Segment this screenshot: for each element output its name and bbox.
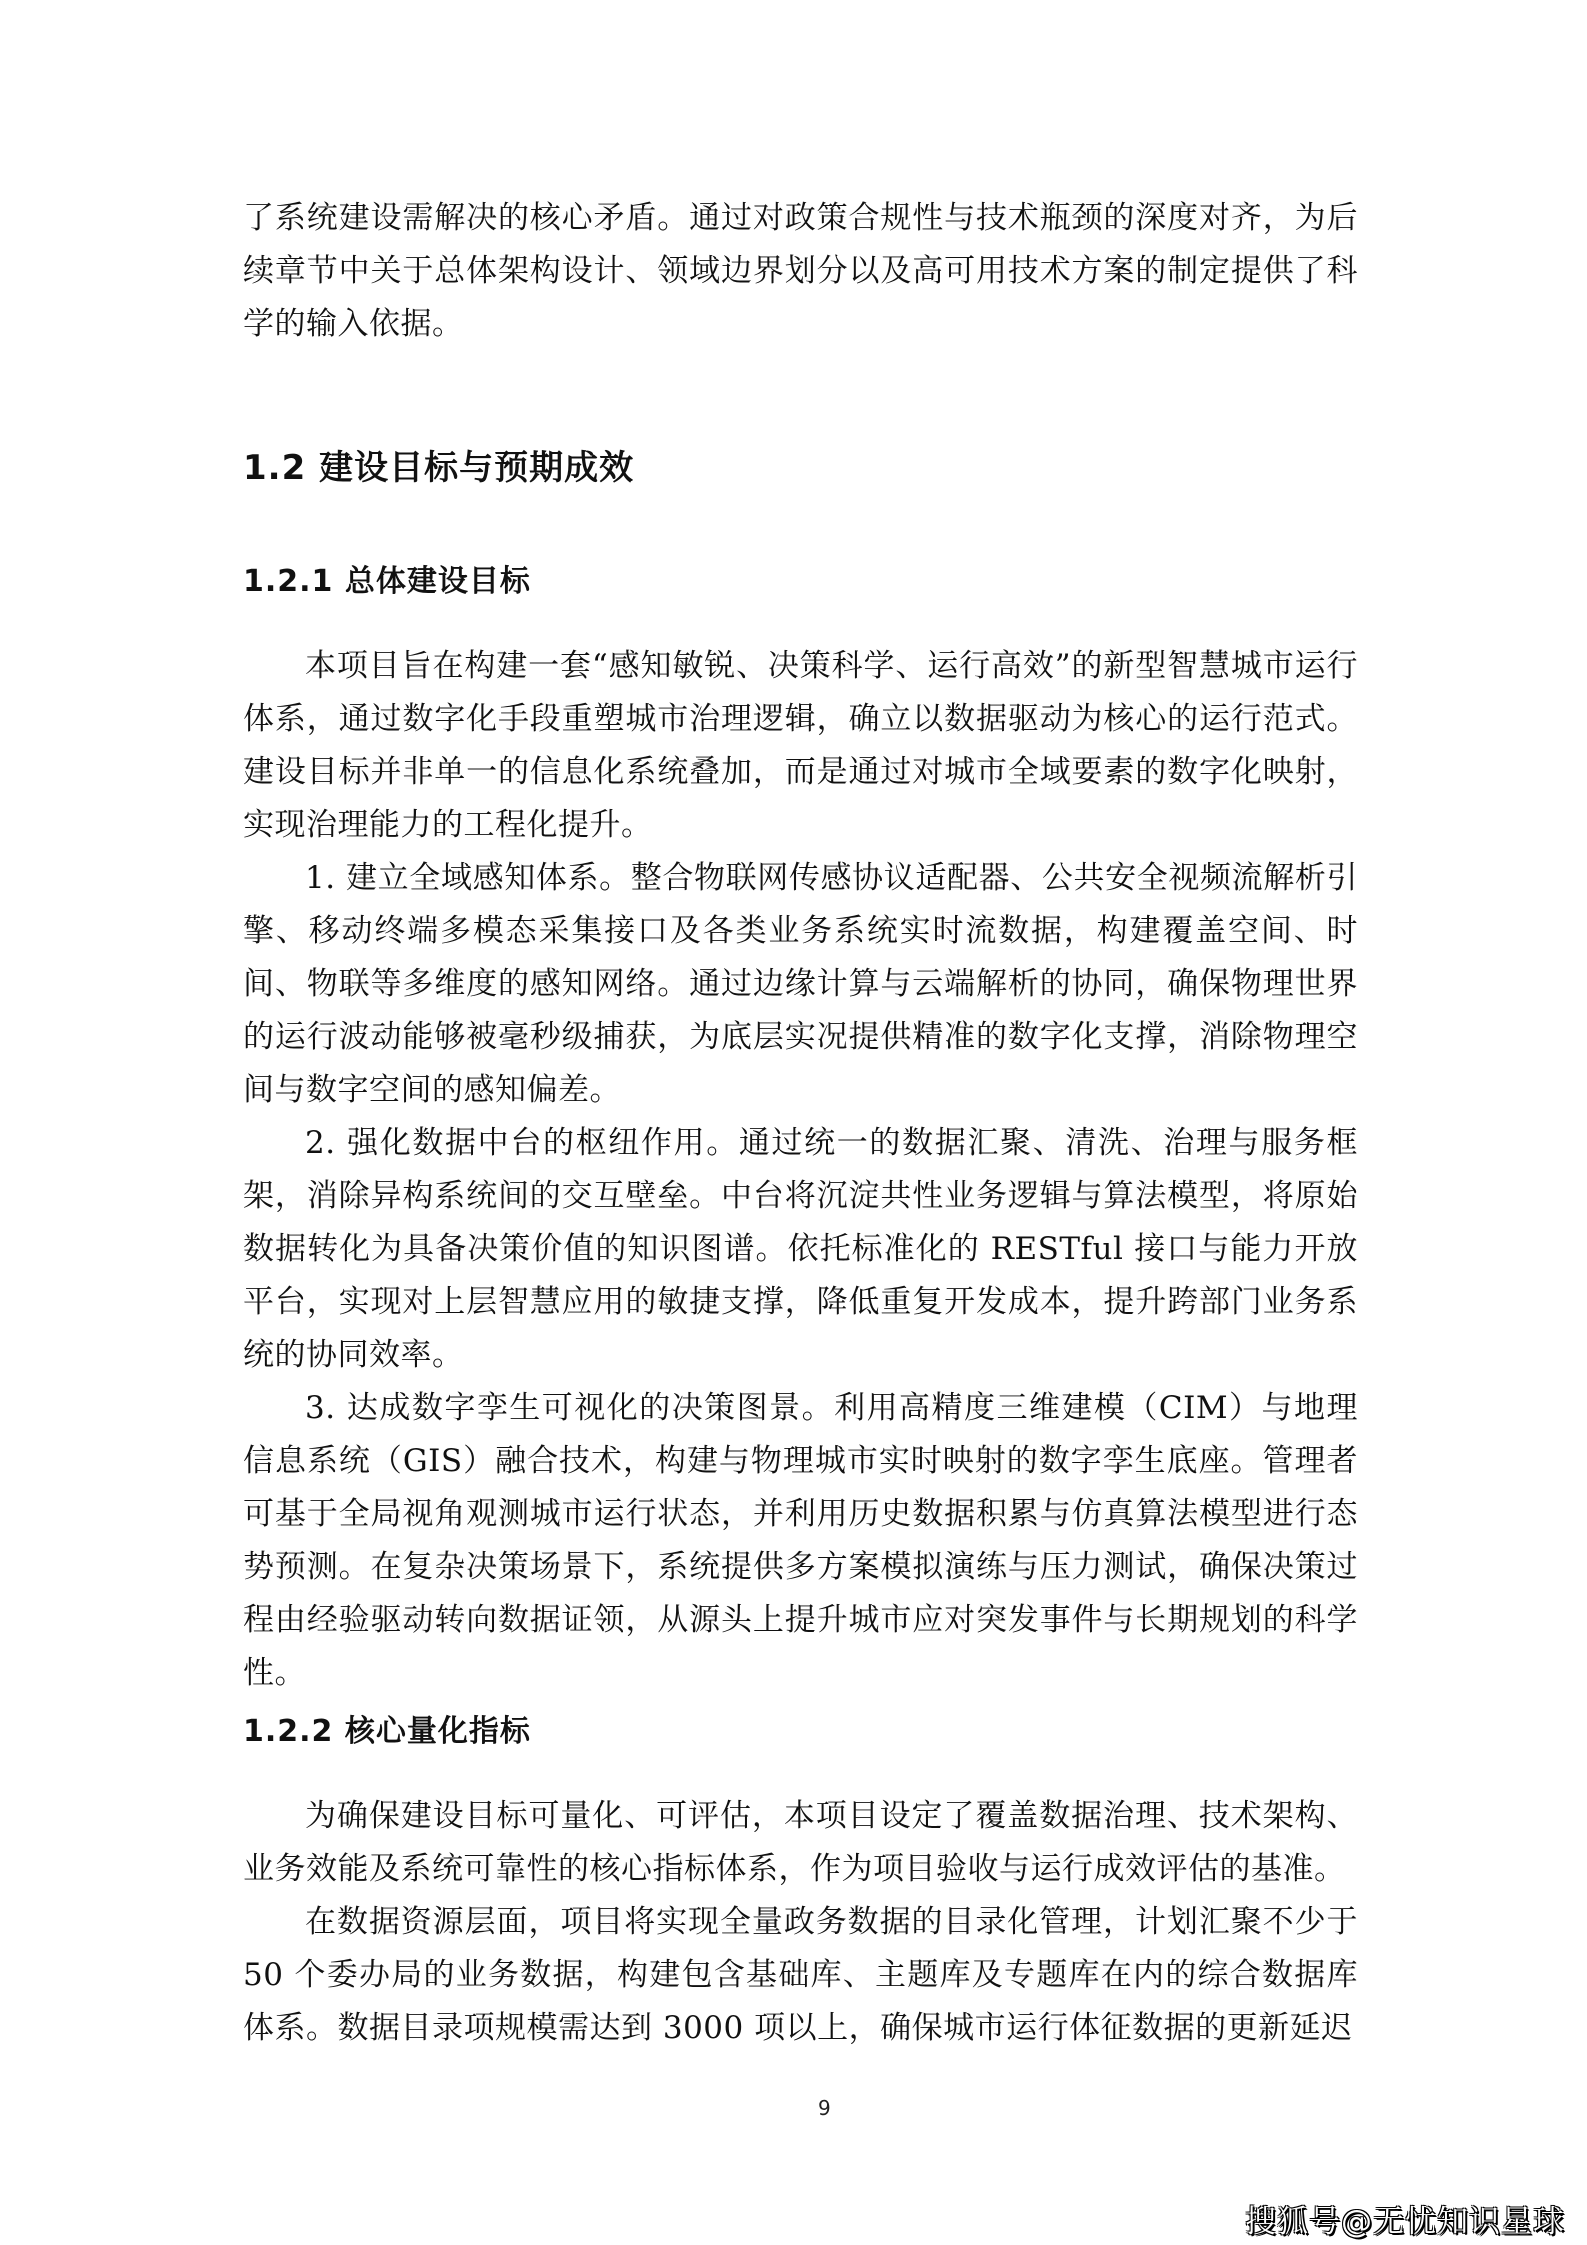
page-number: 9: [818, 2096, 831, 2120]
section-heading-1-2-1: 1.2.1 总体建设目标: [243, 564, 531, 599]
intro-paragraph: 了系统建设需解决的核心矛盾。通过对政策合规性与技术瓶颈的深度对齐，为后续章节中关于总体架构设计、领域边界划分以及高可用技术方案的制定提供了科学的输入依据。: [243, 200, 1358, 342]
goal-item-1: 1. 建立全域感知体系。整合物联网传感协议适配器、公共安全视频流解析引擎、移动终端多模态采集接口及各类业务系统实时流数据，构建覆盖空间、时间、物联等多维度的感知网络。通过边缘计算与云端解析的协同，确保物理世界的运行波动能够被毫秒级捕获，为底层实况提供精准的数字化支撑，消除物理空间与数字空间的感知偏差。: [243, 860, 1358, 1108]
section-heading-1-2: 1.2 建设目标与预期成效: [243, 448, 635, 488]
intro-block: [243, 192, 1358, 351]
data-resource-paragraph: 在数据资源层面，项目将实现全量政务数据的目录化管理，计划汇聚不少于 50 个委办局的业务数据，构建包含基础库、主题库及专题库在内的综合数据库体系。数据目录项规模需达到 3000 项以上，确保城市运行体征数据的更新延迟: [243, 1904, 1358, 2046]
section-1-2-1-body: [243, 640, 1358, 1700]
section-1-2-2-body: [243, 1790, 1358, 2055]
watermark: 搜狐号@无忧知识星球: [1245, 2204, 1565, 2240]
goal-intro-paragraph: 本项目旨在构建一套“感知敏锐、决策科学、运行高效”的新型智慧城市运行体系，通过数字化手段重塑城市治理逻辑，确立以数据驱动为核心的运行范式。建设目标并非单一的信息化系统叠加，而是通过对城市全域要素的数字化映射，实现治理能力的工程化提升。: [243, 648, 1358, 843]
goal-item-2: 2. 强化数据中台的枢纽作用。通过统一的数据汇聚、清洗、治理与服务框架，消除异构系统间的交互壁垒。中台将沉淀共性业务逻辑与算法模型，将原始数据转化为具备决策价值的知识图谱。依托标准化的 RESTful 接口与能力开放平台，实现对上层智慧应用的敏捷支撑，降低重复开发成本，提升跨部门业务系统的协同效率。: [243, 1125, 1358, 1373]
metrics-intro-paragraph: 为确保建设目标可量化、可评估，本项目设定了覆盖数据治理、技术架构、业务效能及系统可靠性的核心指标体系，作为项目验收与运行成效评估的基准。: [243, 1798, 1358, 1887]
section-heading-1-2-2: 1.2.2 核心量化指标: [243, 1714, 531, 1749]
goal-item-3: 3. 达成数字孪生可视化的决策图景。利用高精度三维建模（CIM）与地理信息系统（GIS）融合技术，构建与物理城市实时映射的数字孪生底座。管理者可基于全局视角观测城市运行状态，并利用历史数据积累与仿真算法模型进行态势预测。在复杂决策场景下，系统提供多方案模拟演练与压力测试，确保决策过程由经验驱动转向数据证领，从源头上提升城市应对突发事件与长期规划的科学性。: [243, 1390, 1358, 1691]
